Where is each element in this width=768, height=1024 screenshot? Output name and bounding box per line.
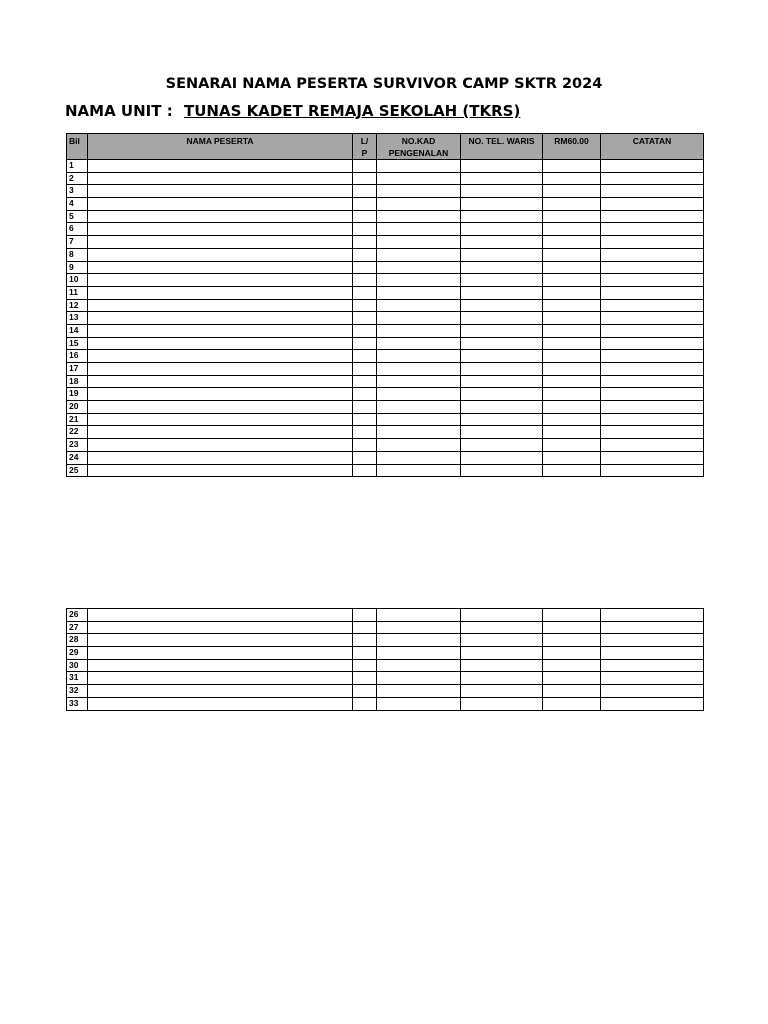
lp-cell[interactable] — [353, 236, 377, 249]
row-number: 9 — [67, 261, 88, 274]
nama-peserta-cell[interactable] — [88, 439, 353, 452]
table-row — [67, 647, 704, 660]
row-number: 28 — [67, 634, 88, 647]
nama-peserta-cell[interactable] — [88, 248, 353, 261]
header-catatan: CATATAN — [601, 134, 704, 160]
table-row — [67, 634, 704, 647]
no-kad-cell[interactable] — [377, 248, 461, 261]
lp-cell[interactable] — [353, 413, 377, 426]
no-tel-waris-cell[interactable] — [461, 609, 543, 622]
row-number: 5 — [67, 210, 88, 223]
row-number: 4 — [67, 198, 88, 211]
rm-cell[interactable] — [543, 672, 601, 685]
rm-cell[interactable] — [543, 210, 601, 223]
header-no-kad — [377, 134, 461, 160]
catatan-cell[interactable] — [601, 324, 704, 337]
no-kad-cell[interactable] — [377, 697, 461, 710]
catatan-cell[interactable] — [601, 413, 704, 426]
lp-cell[interactable] — [353, 337, 377, 350]
no-tel-waris-cell[interactable] — [461, 185, 543, 198]
no-kad-cell[interactable] — [377, 172, 461, 185]
unit-label: NAMA UNIT : — [65, 102, 173, 120]
rm-cell[interactable] — [543, 312, 601, 325]
nama-peserta-cell[interactable] — [88, 185, 353, 198]
catatan-cell[interactable] — [601, 375, 704, 388]
no-tel-waris-cell[interactable] — [461, 672, 543, 685]
lp-cell[interactable] — [353, 401, 377, 414]
lp-cell[interactable] — [353, 659, 377, 672]
nama-peserta-cell[interactable] — [88, 672, 353, 685]
header-no-kad-line2: PENGENALAN — [388, 148, 449, 158]
lp-cell[interactable] — [353, 426, 377, 439]
no-kad-cell[interactable] — [377, 274, 461, 287]
catatan-cell[interactable] — [601, 647, 704, 660]
no-tel-waris-cell[interactable] — [461, 274, 543, 287]
catatan-cell[interactable] — [601, 261, 704, 274]
catatan-cell[interactable] — [601, 697, 704, 710]
rm-cell[interactable] — [543, 363, 601, 376]
no-tel-waris-cell[interactable] — [461, 350, 543, 363]
no-kad-cell[interactable] — [377, 236, 461, 249]
nama-peserta-cell[interactable] — [88, 299, 353, 312]
lp-cell[interactable] — [353, 350, 377, 363]
table-row — [67, 172, 704, 185]
row-number: 20 — [67, 401, 88, 414]
catatan-cell[interactable] — [601, 198, 704, 211]
table-row — [67, 324, 704, 337]
rm-cell[interactable] — [543, 621, 601, 634]
table-row — [67, 337, 704, 350]
row-number: 3 — [67, 185, 88, 198]
no-kad-cell[interactable] — [377, 160, 461, 173]
catatan-cell[interactable] — [601, 609, 704, 622]
rm-cell[interactable] — [543, 401, 601, 414]
row-number: 19 — [67, 388, 88, 401]
table-row — [67, 464, 704, 477]
lp-cell[interactable] — [353, 439, 377, 452]
no-tel-waris-cell[interactable] — [461, 198, 543, 211]
no-tel-waris-cell[interactable] — [461, 439, 543, 452]
lp-cell[interactable] — [353, 223, 377, 236]
table-row — [67, 439, 704, 452]
table-row — [67, 299, 704, 312]
row-number: 6 — [67, 223, 88, 236]
no-tel-waris-cell[interactable] — [461, 210, 543, 223]
lp-cell[interactable] — [353, 185, 377, 198]
table-row — [67, 413, 704, 426]
nama-peserta-cell[interactable] — [88, 198, 353, 211]
nama-peserta-cell[interactable] — [88, 286, 353, 299]
nama-peserta-cell[interactable] — [88, 172, 353, 185]
table-row — [67, 451, 704, 464]
table-row — [67, 160, 704, 173]
lp-cell[interactable] — [353, 363, 377, 376]
no-kad-cell[interactable] — [377, 451, 461, 464]
rm-cell[interactable] — [543, 198, 601, 211]
row-number: 30 — [67, 659, 88, 672]
catatan-cell[interactable] — [601, 464, 704, 477]
row-number: 22 — [67, 426, 88, 439]
lp-cell[interactable] — [353, 464, 377, 477]
header-no-kad-line1: NO.KAD — [401, 136, 436, 146]
header-lp-line1: L/ — [360, 136, 369, 146]
nama-peserta-cell[interactable] — [88, 621, 353, 634]
catatan-cell[interactable] — [601, 685, 704, 698]
row-number: 32 — [67, 685, 88, 698]
nama-peserta-cell[interactable] — [88, 609, 353, 622]
lp-cell[interactable] — [353, 451, 377, 464]
row-number: 8 — [67, 248, 88, 261]
nama-peserta-cell[interactable] — [88, 312, 353, 325]
lp-cell[interactable] — [353, 697, 377, 710]
no-kad-cell[interactable] — [377, 672, 461, 685]
row-number: 11 — [67, 286, 88, 299]
no-tel-waris-cell[interactable] — [461, 286, 543, 299]
row-number: 25 — [67, 464, 88, 477]
catatan-cell[interactable] — [601, 274, 704, 287]
no-tel-waris-cell[interactable] — [461, 426, 543, 439]
document-title: SENARAI NAMA PESERTA SURVIVOR CAMP SKTR 2024 — [165, 76, 603, 92]
no-tel-waris-cell[interactable] — [461, 236, 543, 249]
unit-row — [65, 102, 520, 120]
no-tel-waris-cell[interactable] — [461, 388, 543, 401]
rm-cell[interactable] — [543, 236, 601, 249]
lp-cell[interactable] — [353, 274, 377, 287]
table-row — [67, 363, 704, 376]
rm-cell[interactable] — [543, 685, 601, 698]
table-row — [67, 388, 704, 401]
no-kad-cell[interactable] — [377, 185, 461, 198]
nama-peserta-cell[interactable] — [88, 659, 353, 672]
no-kad-cell[interactable] — [377, 299, 461, 312]
no-kad-cell[interactable] — [377, 609, 461, 622]
table-row — [67, 261, 704, 274]
table-header-row — [67, 134, 704, 160]
lp-cell[interactable] — [353, 172, 377, 185]
no-tel-waris-cell[interactable] — [461, 261, 543, 274]
row-number: 21 — [67, 413, 88, 426]
lp-cell[interactable] — [353, 210, 377, 223]
table-row — [67, 609, 704, 622]
rm-cell[interactable] — [543, 172, 601, 185]
no-tel-waris-cell[interactable] — [461, 248, 543, 261]
row-number: 16 — [67, 350, 88, 363]
lp-cell[interactable] — [353, 685, 377, 698]
nama-peserta-cell[interactable] — [88, 363, 353, 376]
table-row — [67, 375, 704, 388]
no-kad-cell[interactable] — [377, 286, 461, 299]
catatan-cell[interactable] — [601, 337, 704, 350]
nama-peserta-cell[interactable] — [88, 464, 353, 477]
rm-cell[interactable] — [543, 160, 601, 173]
no-kad-cell[interactable] — [377, 685, 461, 698]
row-number: 14 — [67, 324, 88, 337]
catatan-cell[interactable] — [601, 388, 704, 401]
rm-cell[interactable] — [543, 697, 601, 710]
nama-peserta-cell[interactable] — [88, 261, 353, 274]
no-tel-waris-cell[interactable] — [461, 337, 543, 350]
no-kad-cell[interactable] — [377, 261, 461, 274]
catatan-cell[interactable] — [601, 659, 704, 672]
header-bil: Bil — [67, 134, 88, 160]
no-tel-waris-cell[interactable] — [461, 375, 543, 388]
row-number: 17 — [67, 363, 88, 376]
rm-cell[interactable] — [543, 350, 601, 363]
no-kad-cell[interactable] — [377, 426, 461, 439]
catatan-cell[interactable] — [601, 672, 704, 685]
nama-peserta-cell[interactable] — [88, 337, 353, 350]
catatan-cell[interactable] — [601, 621, 704, 634]
catatan-cell[interactable] — [601, 451, 704, 464]
no-tel-waris-cell[interactable] — [461, 312, 543, 325]
no-kad-cell[interactable] — [377, 223, 461, 236]
no-tel-waris-cell[interactable] — [461, 464, 543, 477]
no-tel-waris-cell[interactable] — [461, 697, 543, 710]
row-number: 33 — [67, 697, 88, 710]
table-body-part1 — [67, 160, 704, 477]
nama-peserta-cell[interactable] — [88, 401, 353, 414]
table-row — [67, 685, 704, 698]
lp-cell[interactable] — [353, 634, 377, 647]
catatan-cell[interactable] — [601, 634, 704, 647]
no-kad-cell[interactable] — [377, 413, 461, 426]
nama-peserta-cell[interactable] — [88, 388, 353, 401]
row-number: 7 — [67, 236, 88, 249]
no-tel-waris-cell[interactable] — [461, 299, 543, 312]
nama-peserta-cell[interactable] — [88, 223, 353, 236]
table-row — [67, 210, 704, 223]
rm-cell[interactable] — [543, 299, 601, 312]
no-kad-cell[interactable] — [377, 388, 461, 401]
table-body-part2 — [67, 609, 704, 711]
rm-cell[interactable] — [543, 274, 601, 287]
header-lp-line2: P — [361, 148, 368, 158]
table-row — [67, 621, 704, 634]
row-number: 10 — [67, 274, 88, 287]
nama-peserta-cell[interactable] — [88, 426, 353, 439]
row-number: 2 — [67, 172, 88, 185]
table-row — [67, 659, 704, 672]
nama-peserta-cell[interactable] — [88, 236, 353, 249]
catatan-cell[interactable] — [601, 185, 704, 198]
table-row — [67, 312, 704, 325]
no-tel-waris-cell[interactable] — [461, 647, 543, 660]
row-number: 1 — [67, 160, 88, 173]
row-number: 26 — [67, 609, 88, 622]
no-tel-waris-cell[interactable] — [461, 621, 543, 634]
lp-cell[interactable] — [353, 248, 377, 261]
nama-peserta-cell[interactable] — [88, 634, 353, 647]
lp-cell[interactable] — [353, 198, 377, 211]
table-row — [67, 198, 704, 211]
no-kad-cell[interactable] — [377, 375, 461, 388]
lp-cell[interactable] — [353, 609, 377, 622]
nama-peserta-cell[interactable] — [88, 160, 353, 173]
header-no-tel-waris: NO. TEL. WARIS — [461, 134, 543, 160]
catatan-cell[interactable] — [601, 223, 704, 236]
no-kad-cell[interactable] — [377, 439, 461, 452]
nama-peserta-cell[interactable] — [88, 451, 353, 464]
catatan-cell[interactable] — [601, 312, 704, 325]
rm-cell[interactable] — [543, 223, 601, 236]
nama-peserta-cell[interactable] — [88, 350, 353, 363]
nama-peserta-cell[interactable] — [88, 647, 353, 660]
no-tel-waris-cell[interactable] — [461, 413, 543, 426]
catatan-cell[interactable] — [601, 439, 704, 452]
rm-cell[interactable] — [543, 261, 601, 274]
nama-peserta-cell[interactable] — [88, 210, 353, 223]
table-row — [67, 426, 704, 439]
row-number: 29 — [67, 647, 88, 660]
catatan-cell[interactable] — [601, 210, 704, 223]
no-kad-cell[interactable] — [377, 634, 461, 647]
no-kad-cell[interactable] — [377, 464, 461, 477]
nama-peserta-cell[interactable] — [88, 697, 353, 710]
no-tel-waris-cell[interactable] — [461, 324, 543, 337]
row-number: 23 — [67, 439, 88, 452]
lp-cell[interactable] — [353, 299, 377, 312]
header-nama-peserta: NAMA PESERTA — [88, 134, 353, 160]
rm-cell[interactable] — [543, 659, 601, 672]
no-kad-cell[interactable] — [377, 363, 461, 376]
no-tel-waris-cell[interactable] — [461, 172, 543, 185]
rm-cell[interactable] — [543, 375, 601, 388]
no-tel-waris-cell[interactable] — [461, 401, 543, 414]
rm-cell[interactable] — [543, 337, 601, 350]
participant-table-continued — [66, 608, 704, 711]
participant-table — [66, 133, 704, 477]
catatan-cell[interactable] — [601, 426, 704, 439]
no-kad-cell[interactable] — [377, 198, 461, 211]
rm-cell[interactable] — [543, 439, 601, 452]
row-number: 24 — [67, 451, 88, 464]
row-number: 12 — [67, 299, 88, 312]
no-tel-waris-cell[interactable] — [461, 659, 543, 672]
nama-peserta-cell[interactable] — [88, 274, 353, 287]
lp-cell[interactable] — [353, 672, 377, 685]
lp-cell[interactable] — [353, 647, 377, 660]
rm-cell[interactable] — [543, 451, 601, 464]
rm-cell[interactable] — [543, 248, 601, 261]
catatan-cell[interactable] — [601, 299, 704, 312]
lp-cell[interactable] — [353, 160, 377, 173]
no-kad-cell[interactable] — [377, 312, 461, 325]
catatan-cell[interactable] — [601, 236, 704, 249]
header-rm: RM60.00 — [543, 134, 601, 160]
no-kad-cell[interactable] — [377, 647, 461, 660]
rm-cell[interactable] — [543, 464, 601, 477]
no-tel-waris-cell[interactable] — [461, 685, 543, 698]
catatan-cell[interactable] — [601, 172, 704, 185]
no-kad-cell[interactable] — [377, 350, 461, 363]
no-tel-waris-cell[interactable] — [461, 451, 543, 464]
catatan-cell[interactable] — [601, 401, 704, 414]
row-number: 27 — [67, 621, 88, 634]
table-row — [67, 350, 704, 363]
table-row — [67, 248, 704, 261]
row-number: 31 — [67, 672, 88, 685]
row-number: 13 — [67, 312, 88, 325]
rm-cell[interactable] — [543, 634, 601, 647]
nama-peserta-cell[interactable] — [88, 685, 353, 698]
lp-cell[interactable] — [353, 312, 377, 325]
catatan-cell[interactable] — [601, 286, 704, 299]
nama-peserta-cell[interactable] — [88, 324, 353, 337]
rm-cell[interactable] — [543, 609, 601, 622]
no-kad-cell[interactable] — [377, 210, 461, 223]
no-kad-cell[interactable] — [377, 621, 461, 634]
lp-cell[interactable] — [353, 286, 377, 299]
lp-cell[interactable] — [353, 388, 377, 401]
table-row — [67, 697, 704, 710]
rm-cell[interactable] — [543, 426, 601, 439]
rm-cell[interactable] — [543, 647, 601, 660]
rm-cell[interactable] — [543, 388, 601, 401]
no-kad-cell[interactable] — [377, 659, 461, 672]
lp-cell[interactable] — [353, 324, 377, 337]
table-row — [67, 236, 704, 249]
no-tel-waris-cell[interactable] — [461, 634, 543, 647]
table-row — [67, 274, 704, 287]
lp-cell[interactable] — [353, 621, 377, 634]
header-lp — [353, 134, 377, 160]
catatan-cell[interactable] — [601, 363, 704, 376]
no-tel-waris-cell[interactable] — [461, 363, 543, 376]
row-number: 18 — [67, 375, 88, 388]
row-number: 15 — [67, 337, 88, 350]
table-row — [67, 672, 704, 685]
unit-value: TUNAS KADET REMAJA SEKOLAH (TKRS) — [184, 102, 521, 120]
catatan-cell[interactable] — [601, 248, 704, 261]
table-row — [67, 223, 704, 236]
lp-cell[interactable] — [353, 375, 377, 388]
rm-cell[interactable] — [543, 413, 601, 426]
rm-cell[interactable] — [543, 185, 601, 198]
no-tel-waris-cell[interactable] — [461, 160, 543, 173]
no-kad-cell[interactable] — [377, 324, 461, 337]
nama-peserta-cell[interactable] — [88, 375, 353, 388]
table-row — [67, 401, 704, 414]
catatan-cell[interactable] — [601, 160, 704, 173]
nama-peserta-cell[interactable] — [88, 413, 353, 426]
no-kad-cell[interactable] — [377, 337, 461, 350]
no-kad-cell[interactable] — [377, 401, 461, 414]
lp-cell[interactable] — [353, 261, 377, 274]
rm-cell[interactable] — [543, 324, 601, 337]
table-row — [67, 185, 704, 198]
no-tel-waris-cell[interactable] — [461, 223, 543, 236]
rm-cell[interactable] — [543, 286, 601, 299]
catatan-cell[interactable] — [601, 350, 704, 363]
table-row — [67, 286, 704, 299]
